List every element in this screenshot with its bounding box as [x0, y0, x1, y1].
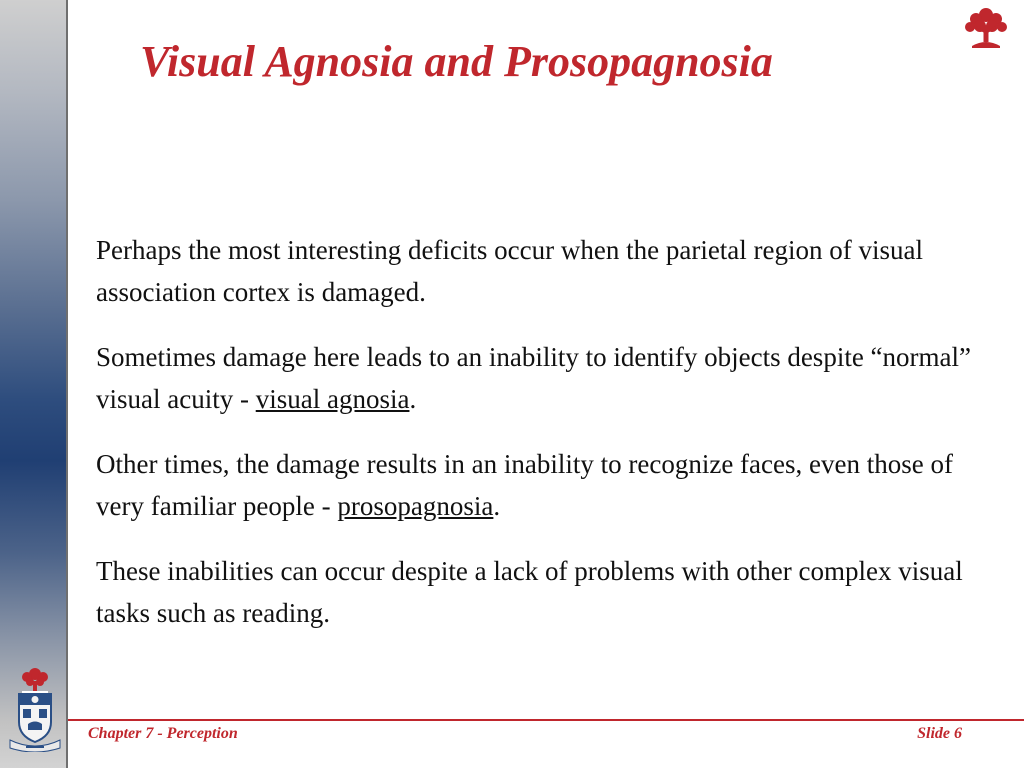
tree-icon	[962, 4, 1010, 54]
term-prosopagnosia: prosopagnosia	[337, 491, 494, 521]
paragraph-2	[96, 336, 1001, 420]
paragraph-4-text: These inabilities can occur despite a lack of problems with other complex visual tasks such as reading.	[96, 556, 963, 628]
paragraph-2-text: Sometimes damage here leads to an inability to identify objects despite “normal” visual acuity -	[96, 342, 971, 414]
paragraph-2-end: .	[409, 384, 417, 414]
paragraph-4	[96, 550, 1001, 634]
sidebar-edge-line	[66, 0, 68, 768]
footer-slide-number: Slide 6	[917, 725, 962, 742]
sidebar-gradient-bar	[0, 0, 68, 768]
paragraph-3	[96, 443, 1001, 527]
footer-chapter: Chapter 7 - Perception	[88, 725, 238, 742]
paragraph-1	[96, 229, 1001, 313]
paragraph-3-end: .	[493, 491, 501, 521]
paragraph-1-text: Perhaps the most interesting deficits occur when the parietal region of visual association cortex is damaged.	[96, 235, 924, 307]
slide-body	[96, 229, 1001, 657]
university-crest-icon	[8, 664, 62, 752]
footer-divider	[68, 719, 1024, 721]
slide-title: Visual Agnosia and Prosopagnosia	[140, 37, 773, 86]
term-visual-agnosia: visual agnosia	[255, 384, 410, 414]
paragraph-3-text: Other times, the damage results in an inability to recognize faces, even those of very familiar people -	[96, 449, 953, 521]
